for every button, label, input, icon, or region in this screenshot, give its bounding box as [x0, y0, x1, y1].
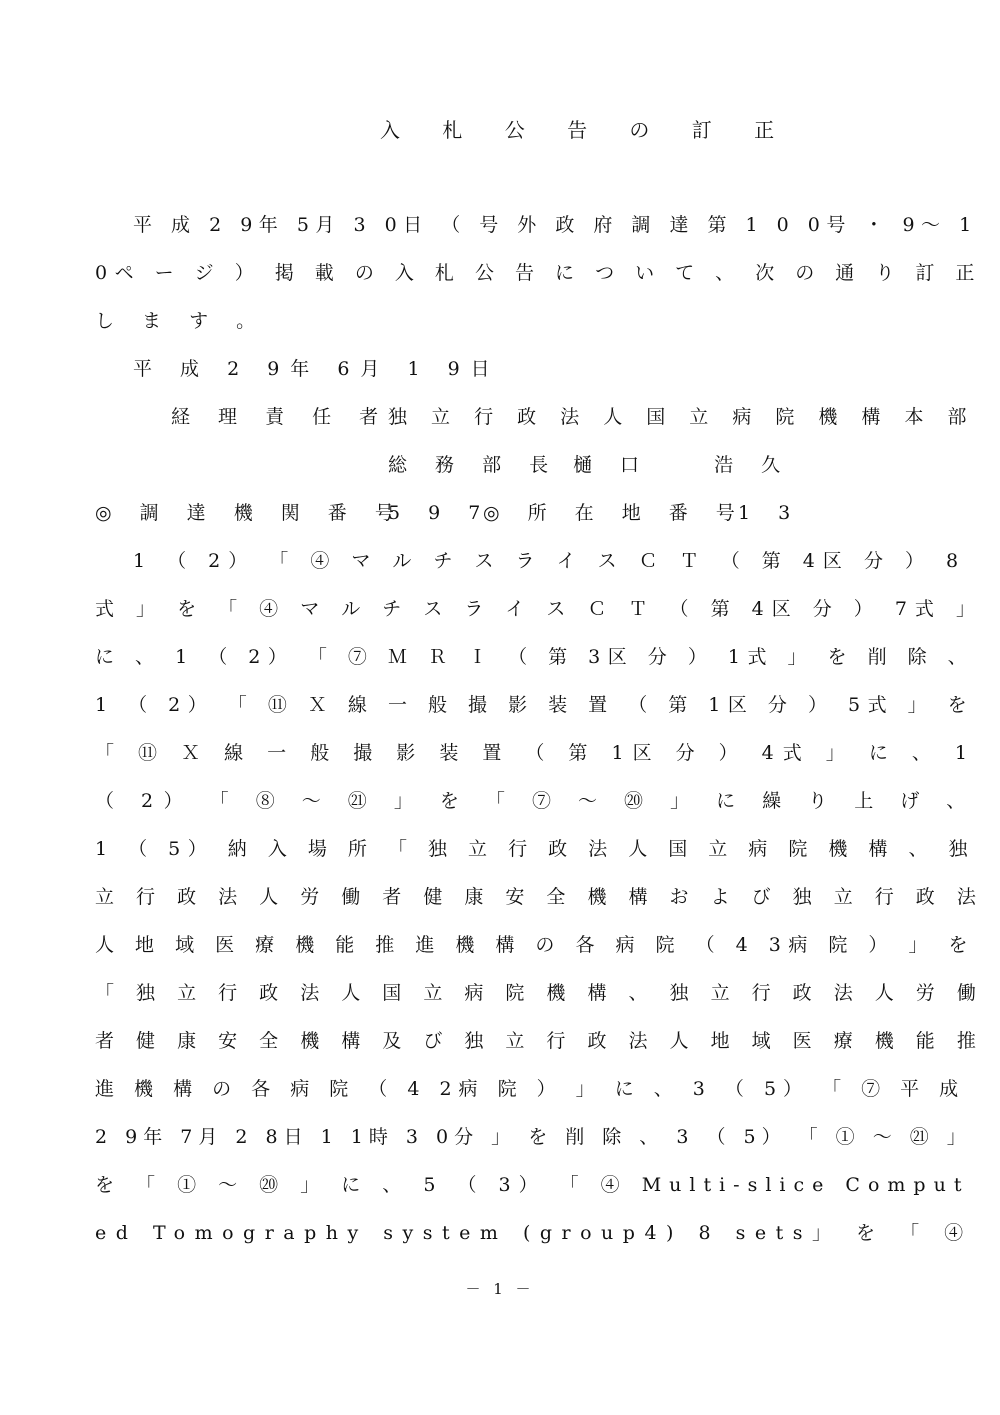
body-line-5: 「 ⑪ Ｘ 線 一 般 撮 影 装 置 （ 第 1区 分 ） 4式 」 に 、 1: [95, 742, 977, 764]
body-line-4: 1 （ 2） 「 ⑪ Ｘ 線 一 般 撮 影 装 置 （ 第 1区 分 ） 5式 」 を: [95, 694, 975, 716]
agency-number-label: ◎ 調 達 機 関 番 号: [95, 502, 405, 524]
body-line-14: を 「 ① ～ ⑳ 」 に 、 5 （ 3） 「 ④ Multi-slice Comput: [95, 1174, 970, 1196]
page-number: － 1 －: [465, 1280, 535, 1298]
body-line-11: 者 健 康 安 全 機 構 及 び 独 立 行 政 法 人 地 域 医 療 機 能 推: [95, 1030, 984, 1052]
body-line-9: 人 地 域 医 療 機 能 推 進 機 構 の 各 病 院 （ 4 3病 院 ） 」 を: [95, 934, 976, 956]
body-line-2: 式 」 を 「 ④ マ ル チ ス ラ イ ス Ｃ Ｔ （ 第 4区 分 ） 7式 」: [95, 598, 983, 620]
body-line-3: に 、 1 （ 2） 「 ⑦ Ｍ Ｒ Ｉ （ 第 3区 分 ） 1式 」 を 削 除 、: [95, 646, 975, 668]
notice-date: 平 成 2 9年 6月 1 9日: [133, 358, 501, 380]
intro-line-3: し ま す 。: [95, 310, 267, 332]
body-line-12: 進 機 構 の 各 病 院 （ 4 2病 院 ） 」 に 、 3 （ 5） 「 ⑦ 平 成: [95, 1078, 966, 1100]
document-title: 入 札 公 告 の 訂 正: [380, 118, 793, 142]
body-line-15: ed Tomography system (group4) 8 sets」 を 「 ④: [95, 1222, 973, 1244]
signer-organization: 独 立 行 政 法 人 国 立 病 院 機 構 本 部: [388, 406, 976, 428]
intro-line-1: 平 成 2 9年 5月 3 0日 （ 号 外 政 府 調 達 第 1 0 0号 ・ 9～ 1: [133, 214, 978, 236]
body-line-13: 2 9年 7月 2 8日 1 1時 3 0分 」 を 削 除 、 3 （ 5） 「 ① ～ ㉑ 」: [95, 1126, 972, 1148]
signer-role: 経 理 責 任 者: [171, 406, 390, 428]
body-line-1: 1 （ 2） 「 ④ マ ル チ ス ラ イ ス Ｃ Ｔ （ 第 4区 分 ） 8: [133, 550, 967, 572]
location-number-value: 1 3: [738, 502, 802, 524]
signer-name: 樋 口 浩 久: [573, 454, 792, 476]
intro-line-2: 0ペ ー ジ ） 掲 載 の 入 札 公 告 に つ い て 、 次 の 通 り 訂 正: [95, 262, 982, 284]
agency-number-value: 5 9 7: [388, 502, 492, 524]
body-line-8: 立 行 政 法 人 労 働 者 健 康 安 全 機 構 お よ び 独 立 行 政 法: [95, 886, 984, 908]
body-line-6: （ 2） 「 ⑧ ～ ㉑ 」 を 「 ⑦ ～ ⑳ 」 に 繰 り 上 げ 、: [95, 790, 976, 812]
body-line-7: 1 （ 5） 納 入 場 所 「 独 立 行 政 法 人 国 立 病 院 機 構 、 独: [95, 838, 976, 860]
signer-position: 総 務 部 長: [388, 454, 560, 476]
body-line-10: 「 独 立 行 政 法 人 国 立 病 院 機 構 、 独 立 行 政 法 人 労 働: [95, 982, 984, 1004]
location-number-label: ◎ 所 在 地 番 号: [483, 502, 746, 524]
